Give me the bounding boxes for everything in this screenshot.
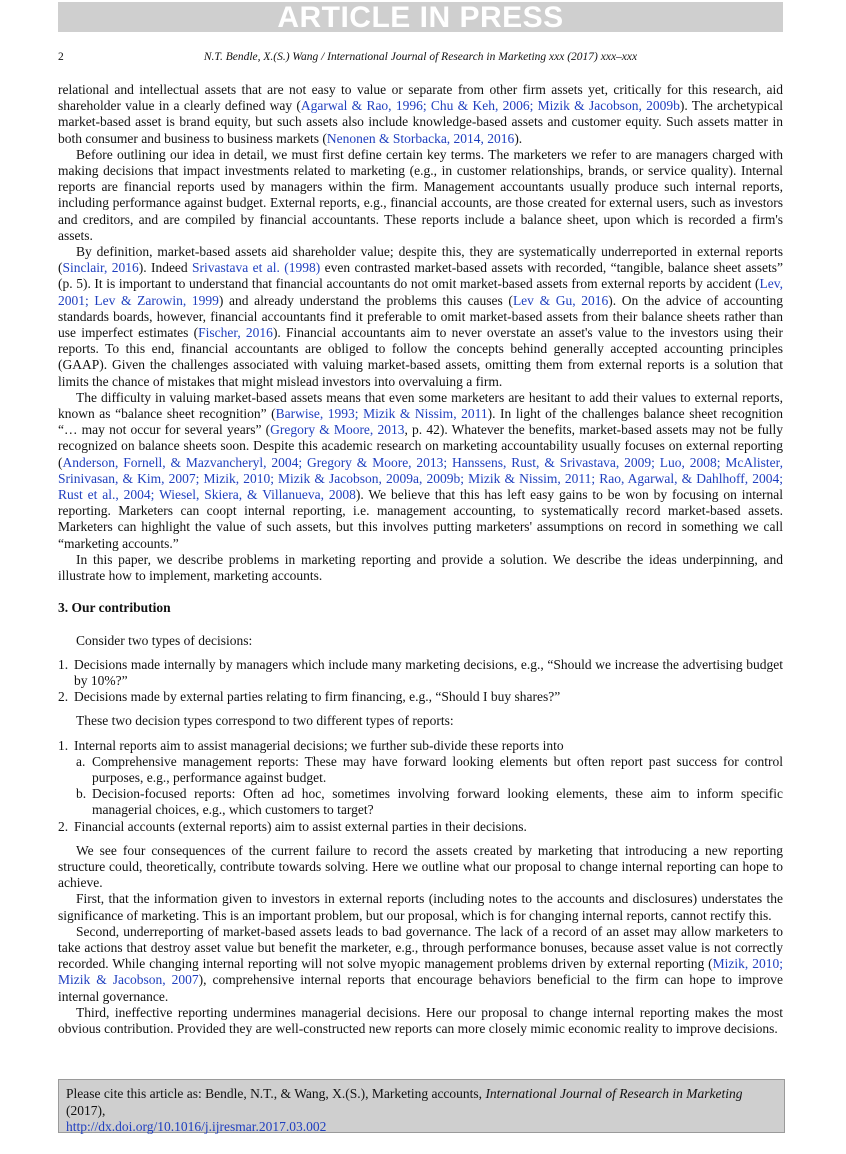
running-head	[58, 51, 783, 67]
list-text: Decision-focused reports: Often ad hoc, sometimes involving forward looking elements, these aim to inform specific managerial choices, e.g., which customers to target?	[92, 786, 783, 818]
citation-link[interactable]: Srivastava et al. (1998)	[192, 260, 321, 276]
list-letter: b.	[76, 786, 87, 802]
paragraph-3	[58, 244, 783, 390]
citation-link[interactable]: Sinclair, 2016	[62, 260, 139, 276]
text: ). In light of the challenges balance sheet recognition “… may not occur for several years” (	[58, 406, 783, 438]
text: The difficulty in valuing market-based assets means that even some marketers are hesitant to add their values to external reports, known as “balance sheet recognition” (	[58, 389, 783, 422]
citation-prefix: Please cite this article as: Bendle, N.T., & Wang, X.(S.), Marketing accounts,	[66, 1086, 486, 1101]
citation-link[interactable]: Agarwal & Rao, 1996; Chu & Keh, 2006; Mizik & Jacobson, 2009b	[300, 98, 680, 114]
list-item	[58, 657, 783, 689]
paragraph-5: In this paper, we describe problems in marketing reporting and provide a solution. We describe the ideas underpinning, and illustrate how to implement, marketing accounts.	[58, 551, 783, 584]
citation-link[interactable]: Lev & Gu, 2016	[512, 292, 609, 308]
list-text: Financial accounts (external reports) aim to assist external parties in their decisions.	[74, 818, 527, 834]
text: ), comprehensive internal reports that encourage behaviors beneficial to the firm can hope to improve internal governance.	[58, 972, 783, 1004]
text: Second, underreporting of market-based assets leads to bad governance. The lack of a record of an asset may allow marketers to take actions that destroy asset value but benefit the marketer, e.g., through performance bonuses, because asset value is not correctly recorded. While changing internal reporting will not solve myopic management problems driven by external reporting (	[58, 923, 783, 972]
article-in-press-banner: ARTICLE IN PRESS	[58, 2, 783, 32]
section-heading: 3. Our contribution	[58, 600, 171, 616]
citation-link[interactable]: Lev, 2001; Lev & Zarowin, 1999	[58, 276, 783, 308]
decisions-list	[58, 657, 783, 706]
text: ). Indeed	[138, 260, 193, 276]
sub-list-item	[58, 754, 783, 786]
text: ). On the advice of accounting standards boards, however, financial accountants find it preferable to omit market-based assets from their balance sheets rather than use imperfect estimates (	[58, 292, 783, 341]
list-letter: a.	[76, 753, 86, 769]
article-body	[58, 82, 783, 1037]
list-number: 1.	[58, 656, 69, 672]
list-text: Internal reports aim to assist managerial decisions; we further sub-divide these reports into	[74, 737, 564, 753]
text: By definition, market-based assets aid shareholder value; despite this, they are systematically underreported in external reports (	[58, 244, 783, 276]
text: ). Financial accountants aim to never overstate an asset's value to the investors using their reports. To this end, financial accountants are obliged to follow the concepts behind generally accepted accounting principles (GAAP). Given the challenges associated with valuing market-based assets, omitting them from external reports is a solution that limits the chance of mistakes that might mislead investors into overvaluing a firm.	[58, 325, 784, 389]
section-bridge: These two decision types correspond to two different types of reports:	[76, 713, 454, 729]
paragraph-4	[58, 390, 783, 552]
text: even contrasted market-based assets with recorded, “tangible, balance sheet assets” (p. 5). It is important to understand that financial accountants do not omit market-based assets from external reports by accident (	[58, 260, 784, 292]
list-text: Decisions made by external parties relating to firm financing, e.g., “Should I buy shares?”	[74, 689, 561, 705]
text: ). We believe that this has left easy gains to be won by focusing on internal reporting. Marketers can coopt internal reporting, i.e. management accounting, to systematically record market-based assets. Marketers can highlight the value of such assets, but this involves putting marketers' assumptions on record in something we call “marketing accounts.”	[58, 487, 783, 551]
list-text: Comprehensive management reports: These may have forward looking elements but often report past success for control purposes, e.g., performance against budget.	[92, 753, 783, 785]
list-text: Decisions made internally by managers which include many marketing decisions, e.g., “Should we increase the advertising budget by 10%?”	[74, 656, 783, 688]
second-consequence	[58, 924, 783, 1005]
consequences-paragraph: We see four consequences of the current failure to record the assets created by marketing that introducing a new reporting structure could, theoretically, contribute towards solving. Here we outline what our proposal to change internal reporting can hope to achieve.	[58, 842, 783, 891]
doi-link[interactable]: http://dx.doi.org/10.1016/j.ijresmar.2017.03.002	[66, 1119, 327, 1134]
citation-link[interactable]: Nenonen & Storbacka, 2014, 2016	[326, 130, 515, 146]
list-number: 1.	[58, 737, 69, 753]
sub-list-item	[58, 786, 783, 818]
paragraph-2: Before outlining our idea in detail, we must first define certain key terms. The marketers we refer to are managers charged with making decisions that impact investments related to marketing (e.g., in customer relationships, brands, or service quality). Internal reports are financial reports used by managers within the firm. Management accountants usually produce such internal reports, including performance against budget. External reports, e.g., financial accounts, are those created for external users, such as investors and creditors, and are compiled by financial accountants. These reports include a balance sheet, upon which is recorded a firm's assets.	[58, 146, 783, 243]
list-item	[58, 738, 783, 754]
text: ). The archetypical market-based asset is brand equity, but such assets also include knowledge-based assets and customer equity. Such assets matter in both consumer and business to business markets (	[58, 98, 784, 146]
reports-list	[58, 738, 783, 835]
citation-link[interactable]: Mizik, 2010; Mizik & Jacobson, 2007	[58, 956, 783, 988]
section-intro: Consider two types of decisions:	[76, 632, 253, 648]
citation-link[interactable]: Gregory & Moore, 2013	[270, 422, 405, 438]
text: , p. 42). Whatever the benefits, market-based assets may not be fully recognized on balance sheets soon. Despite this academic research on marketing accountability usually focuses on external reporting (	[58, 422, 784, 470]
paragraph-1	[58, 82, 783, 147]
page-number: 2	[58, 51, 64, 63]
list-number: 2.	[58, 689, 69, 705]
list-number: 2.	[58, 818, 69, 834]
citation-link[interactable]: Anderson, Fornell, & Mazvancheryl, 2004; Gregory & Moore, 2013; Hanssens, Rust, & Srivastava, 2009; Luo, 2008; McAlister, Srinivasan, & Kim, 2007; Mizik, 2010; Mizik & Jacobson, 2009a, 2009b; Mizik & Nissim, 2011; Rao, Agarwal, & Dahlhoff, 2004; Rust et al., 2004; Wiesel, Skiera, & Villanueva, 2008	[58, 454, 783, 503]
journal-header: N.T. Bendle, X.(S.) Wang / International Journal of Research in Marketing xxx (2017) xxx–xxx	[203, 51, 638, 63]
citation-box	[58, 1079, 785, 1133]
citation-link[interactable]: Barwise, 1993; Mizik & Nissim, 2011	[275, 406, 488, 422]
citation-suffix: (2017),	[66, 1102, 106, 1118]
first-consequence: First, that the information given to investors in external reports (including notes to the accounts and disclosures) understates the significance of marketing. This is an important problem, but our proposal, which is for changing internal reports, cannot rectify this.	[58, 891, 783, 923]
list-item	[58, 819, 783, 835]
third-consequence: Third, ineffective reporting undermines managerial decisions. Here our proposal to change internal reporting makes the most obvious contribution. Provided they are well-constructed new reports can more closely mimic economic reality to improve decisions.	[58, 1004, 783, 1036]
list-item	[58, 689, 783, 705]
citation-link[interactable]: Fischer, 2016	[198, 325, 273, 341]
text: relational and intellectual assets that are not easy to value or separate from other firm assets yet, critically for this research, aid shareholder value in a clearly defined way (	[58, 82, 783, 114]
text: ) and already understand the problems this causes (	[218, 292, 513, 308]
citation-journal: International Journal of Research in Marketing	[485, 1086, 743, 1101]
text: ).	[514, 130, 523, 146]
